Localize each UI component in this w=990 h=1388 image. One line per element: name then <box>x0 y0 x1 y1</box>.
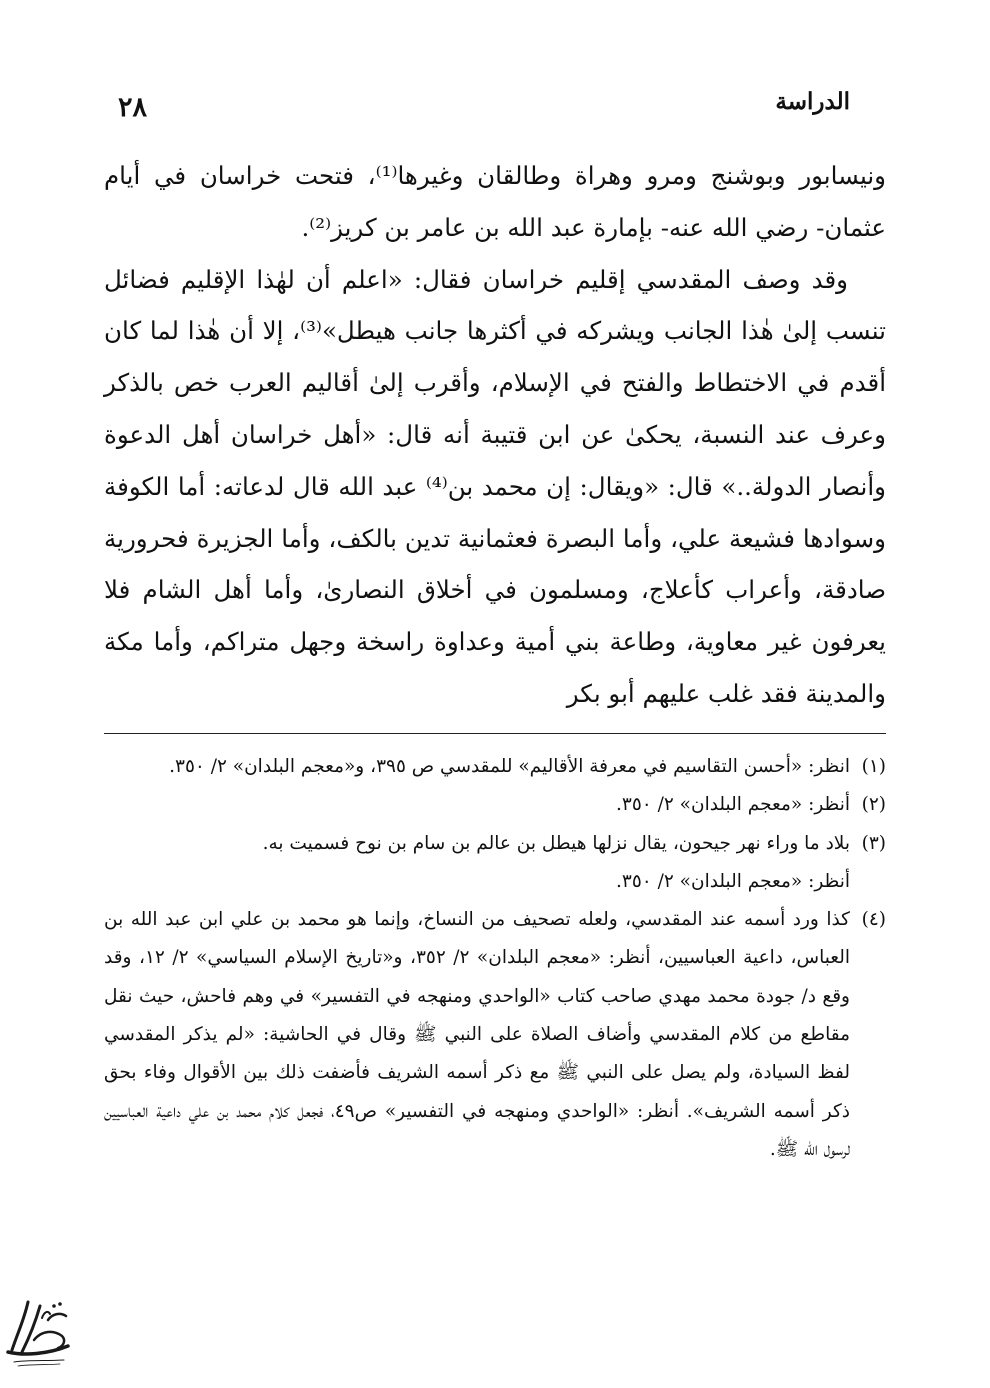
footnote-text: كذا ورد أسمه عند المقدسي، ولعله تصحيف من النساخ، وإنما هو محمد بن علي ابن عبد الله بن العباس، داعية العباسيين، أنظر: «معجم البلدان» ٢/ ٣٥٢، و«تاريخ الإسلام السياسي» ٢/ ١٢، وقد وقع د/ جودة محمد مهدي صاحب كتاب «الواحدي ومنهجه في التفسير» في وهم فاحش، حيث نقل مقاطع من كلام المقدسي وأضاف الصلاة على النبي ﷺ وقال في الحاشية: «لم يذكر المقدسي لفظ السيادة، ولم يصل على النبي ﷺ مع ذكر أسمه الشريف فأضفت ذلك بين الأقوال وفاء بحق ذكر أسمه الشريف». أنظر: «الواحدي ومنهجه في التفسير» ص٤٩، فجعل كلام محمد بن علي داعية العباسيين لرسول الله ﷺ. <box>104 909 850 1160</box>
footnote-4 <box>104 901 886 1169</box>
footnote-text: أنظر: «معجم البلدان» ٢/ ٣٥٠. <box>616 794 850 816</box>
running-title: الدراسة <box>775 88 850 115</box>
footnote-number: (٣) <box>861 832 886 854</box>
main-text <box>104 150 886 720</box>
footnote-separator <box>104 733 886 734</box>
footnotes <box>104 748 886 1169</box>
footnote-number: (١) <box>861 756 886 777</box>
publisher-logo <box>4 1290 74 1370</box>
footnote-3 <box>104 825 886 902</box>
footnote-1 <box>104 748 886 786</box>
paragraph-2: وقد وصف المقدسي إقليم خراسان فقال: «اعلم أن لهٰذا الإقليم فضائل تنسب إلىٰ هٰذا الجانب ويشركه في أكثرها جانب هيطل»⁽³⁾، إلا أن هٰذا لما كان أقدم في الاختطاط والفتح في الإسلام، وأقرب إلىٰ أقاليم العرب خص بالذكر وعرف عند النسبة، يحكىٰ عن ابن قتيبة أنه قال: «أهل خراسان أهل الدعوة وأنصار الدولة..» قال: «ويقال: إن محمد بن⁽⁴⁾ عبد الله قال لدعاته: أما الكوفة وسوادها فشيعة علي، وأما البصرة فعثمانية تدين بالكف، وأما الجزيرة فحرورية صادقة، وأعراب كأعلاج، ومسلمون في أخلاق النصارىٰ، وأما أهل الشام فلا يعرفون غير معاوية، وطاعة بني أمية وعداوة راسخة وجهل متراكم، وأما مكة والمدينة فقد غلب عليهم أبو بكر <box>104 264 886 708</box>
page-number: ٢٨ <box>118 92 148 123</box>
page-header <box>118 88 850 128</box>
footnote-number: (٤) <box>861 909 886 931</box>
footnote-2 <box>104 786 886 824</box>
paragraph-1: ونيسابور وبوشنج ومرو وهراة وطالقان وغيرها⁽¹⁾، فتحت خراسان في أيام عثمان- رضي الله عنه- بإمارة عبد الله بن عامر بن كريز⁽²⁾. <box>104 161 886 242</box>
footnote-continuation: أنظر: «معجم البلدان» ٢/ ٣٥٠. <box>616 870 850 892</box>
footnote-number: (٢) <box>861 794 886 816</box>
footnote-text: انظر: «أحسن التقاسيم في معرفة الأقاليم» للمقدسي ص ٣٩٥، و«معجم البلدان» ٢/ ٣٥٠. <box>169 756 850 777</box>
footnote-text: بلاد ما وراء نهر جيحون، يقال نزلها هيطل بن عالم بن سام بن نوح فسميت به. <box>262 832 850 854</box>
